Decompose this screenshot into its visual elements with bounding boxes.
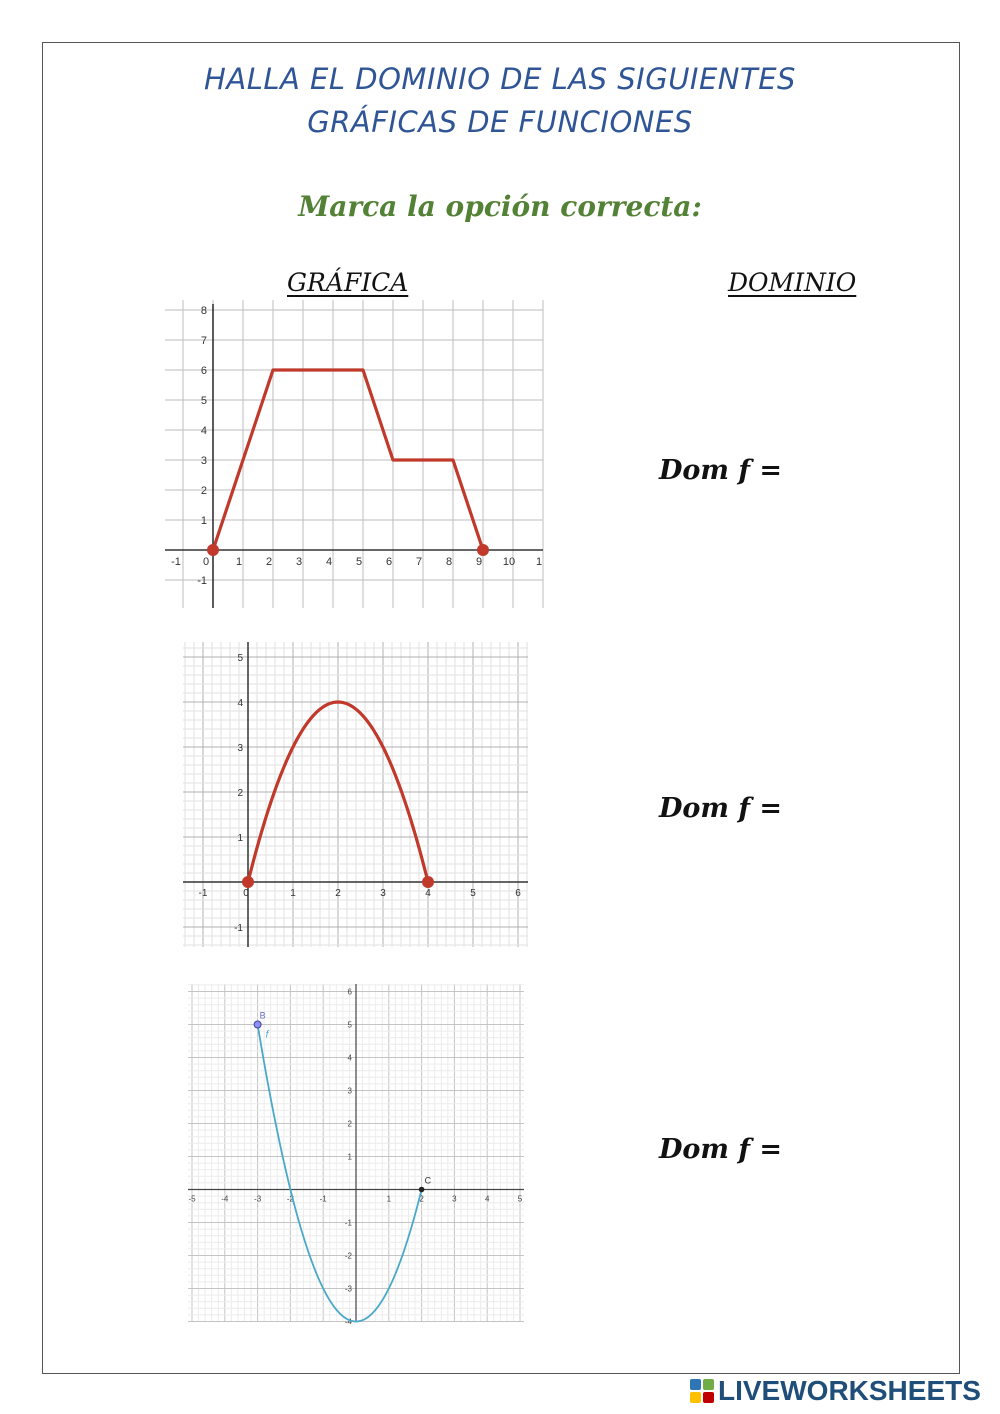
y-tick-label: -1 [197, 575, 207, 587]
point-b [254, 1021, 261, 1028]
column-header-graph: GRÁFICA [287, 268, 409, 297]
y-tick-label: 5 [237, 653, 243, 664]
x-tick-label: 3 [295, 556, 303, 568]
y-tick-label: -2 [344, 1251, 352, 1261]
x-tick-label: -1 [171, 556, 181, 568]
y-tick-label: 3 [347, 1086, 352, 1096]
series-label: f [265, 1029, 269, 1041]
y-tick-label: -3 [344, 1284, 352, 1294]
point-b-label: B [259, 1010, 266, 1021]
endpoint-dot [207, 544, 219, 556]
x-tick-label: 8 [445, 556, 453, 568]
y-tick-label: 8 [200, 305, 207, 317]
x-tick-label: 4 [325, 556, 333, 568]
y-tick-label: -1 [344, 1218, 352, 1228]
y-tick-label: 6 [200, 365, 207, 377]
x-tick-label: 1 [290, 888, 296, 899]
worksheet-title-line2: GRÁFICAS DE FUNCIONES [307, 105, 693, 139]
x-tick-label: 4 [425, 888, 431, 899]
x-tick-label: 5 [470, 888, 476, 899]
x-tick-label: -1 [198, 888, 208, 899]
x-tick-label: 5 [355, 556, 363, 568]
y-tick-label: 4 [200, 425, 207, 437]
y-tick-label: 1 [347, 1152, 352, 1162]
instruction-text: Marca la opción correcta: [298, 190, 702, 223]
endpoint-dot [422, 876, 434, 888]
x-tick-label: 6 [385, 556, 393, 568]
y-tick-label: 5 [200, 395, 207, 407]
graph-2 [183, 642, 528, 947]
y-tick-label: 2 [237, 788, 243, 799]
y-tick-label: 2 [347, 1119, 352, 1129]
column-header-domain: DOMINIO [728, 268, 857, 297]
x-tick-label: 4 [484, 1194, 490, 1204]
liveworksheets-logo-icon [690, 1379, 714, 1403]
x-tick-label: 5 [517, 1194, 523, 1204]
x-tick-label: 0 [243, 888, 249, 899]
y-tick-label: 1 [200, 515, 207, 527]
y-tick-label: 5 [347, 1020, 352, 1030]
watermark-text: LIVEWORKSHEETS [718, 1375, 981, 1406]
x-tick-label: 1 [235, 556, 243, 568]
y-tick-label: 3 [237, 743, 243, 754]
x-tick-label: 9 [475, 556, 483, 568]
x-tick-label: 0 [202, 556, 210, 568]
y-tick-label: 1 [237, 833, 243, 844]
x-tick-label: -2 [286, 1194, 294, 1204]
domain-label-3: Dom f = [659, 1134, 783, 1165]
x-tick-label: 3 [380, 888, 386, 899]
x-tick-label: 2 [265, 556, 273, 568]
point-c-label: C [424, 1175, 432, 1186]
x-tick-label: 1 [386, 1194, 392, 1204]
domain-label-2: Dom f = [659, 793, 783, 824]
y-tick-label: -4 [344, 1317, 352, 1324]
y-tick-label: 2 [200, 485, 207, 497]
worksheet-title-line1: HALLA EL DOMINIO DE LAS SIGUIENTES [204, 62, 796, 96]
graph-3 [186, 982, 526, 1324]
y-tick-label: 7 [200, 335, 207, 347]
y-tick-label: 4 [237, 698, 243, 709]
endpoint-dot [477, 544, 489, 556]
x-tick-label: -5 [188, 1194, 196, 1204]
x-tick-label: -3 [254, 1194, 262, 1204]
x-tick-label: 10 [502, 556, 516, 568]
y-tick-label: -1 [234, 923, 243, 934]
y-tick-label: 6 [347, 987, 352, 997]
x-tick-label: 2 [419, 1194, 424, 1204]
x-tick-label: 1 [535, 556, 543, 568]
domain-label-1: Dom f = [659, 455, 783, 486]
liveworksheets-watermark [690, 1376, 981, 1406]
graph-1 [165, 300, 545, 608]
y-tick-label: 3 [200, 455, 207, 467]
x-tick-label: 2 [335, 888, 341, 899]
x-tick-label: 6 [515, 888, 521, 899]
x-tick-label: 3 [452, 1194, 457, 1204]
x-tick-label: 7 [415, 556, 423, 568]
endpoint-dot [242, 876, 254, 888]
point-c [419, 1187, 425, 1193]
x-tick-label: -1 [319, 1194, 327, 1204]
x-tick-label: -4 [221, 1194, 229, 1204]
function-curve [258, 1025, 422, 1322]
y-tick-label: 4 [347, 1053, 352, 1063]
